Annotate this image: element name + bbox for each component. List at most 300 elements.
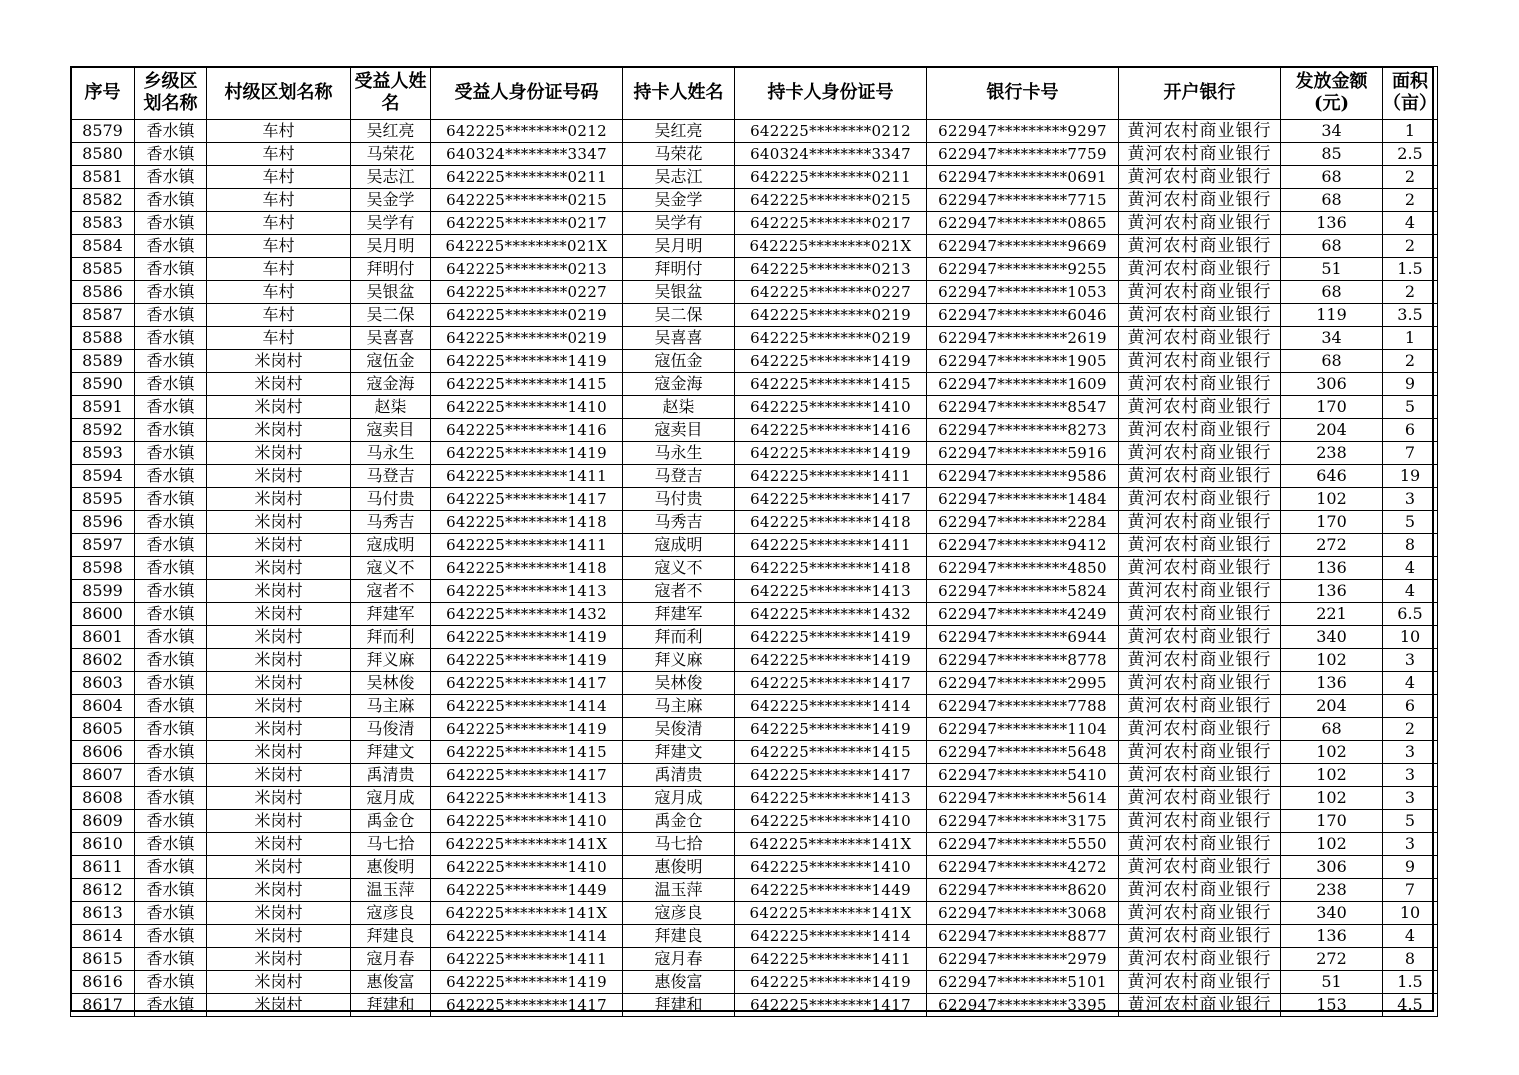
cell-cardholder-id: 642225********1417 bbox=[735, 488, 927, 511]
cell-cardholder-id: 642225********1414 bbox=[735, 695, 927, 718]
cell-village: 米岗村 bbox=[207, 971, 351, 994]
cell-index: 8613 bbox=[71, 902, 135, 925]
cell-cardholder-id: 642225********1415 bbox=[735, 373, 927, 396]
cell-area: 4 bbox=[1383, 925, 1438, 948]
cell-amount: 102 bbox=[1281, 649, 1383, 672]
cell-cardholder-id: 642225********1411 bbox=[735, 534, 927, 557]
cell-beneficiary-name: 寇月春 bbox=[351, 948, 431, 971]
cell-card-number: 622947*********5550 bbox=[927, 833, 1119, 856]
cell-bank: 黄河农村商业银行 bbox=[1119, 396, 1281, 419]
cell-area: 5 bbox=[1383, 396, 1438, 419]
cell-township: 香水镇 bbox=[135, 879, 207, 902]
cell-beneficiary-name: 温玉萍 bbox=[351, 879, 431, 902]
cell-beneficiary-name: 寇彦良 bbox=[351, 902, 431, 925]
cell-cardholder-name: 拜而利 bbox=[623, 626, 735, 649]
cell-area: 4 bbox=[1383, 557, 1438, 580]
cell-beneficiary-id: 642225********1415 bbox=[431, 373, 623, 396]
cell-village: 车村 bbox=[207, 212, 351, 235]
cell-card-number: 622947*********6944 bbox=[927, 626, 1119, 649]
cell-bank: 黄河农村商业银行 bbox=[1119, 649, 1281, 672]
cell-card-number: 622947*********0865 bbox=[927, 212, 1119, 235]
cell-cardholder-name: 寇月成 bbox=[623, 787, 735, 810]
cell-area: 1.5 bbox=[1383, 258, 1438, 281]
cell-village: 米岗村 bbox=[207, 419, 351, 442]
cell-beneficiary-id: 642225********0212 bbox=[431, 120, 623, 143]
cell-beneficiary-id: 642225********1413 bbox=[431, 787, 623, 810]
cell-amount: 340 bbox=[1281, 902, 1383, 925]
cell-area: 7 bbox=[1383, 879, 1438, 902]
cell-cardholder-id: 642225********1411 bbox=[735, 465, 927, 488]
table-body bbox=[71, 120, 1438, 1017]
cell-card-number: 622947*********2284 bbox=[927, 511, 1119, 534]
cell-beneficiary-name: 马主麻 bbox=[351, 695, 431, 718]
cell-cardholder-id: 642225********1416 bbox=[735, 419, 927, 442]
table-row bbox=[71, 948, 1438, 971]
cell-area: 4 bbox=[1383, 580, 1438, 603]
cell-index: 8604 bbox=[71, 695, 135, 718]
cell-beneficiary-id: 642225********1419 bbox=[431, 718, 623, 741]
cell-area: 7 bbox=[1383, 442, 1438, 465]
cell-amount: 68 bbox=[1281, 235, 1383, 258]
cell-village: 米岗村 bbox=[207, 557, 351, 580]
cell-township: 香水镇 bbox=[135, 465, 207, 488]
cell-cardholder-name: 吴银盆 bbox=[623, 281, 735, 304]
cell-bank: 黄河农村商业银行 bbox=[1119, 580, 1281, 603]
cell-bank: 黄河农村商业银行 bbox=[1119, 419, 1281, 442]
table-row bbox=[71, 235, 1438, 258]
cell-card-number: 622947*********4850 bbox=[927, 557, 1119, 580]
cell-cardholder-name: 马登吉 bbox=[623, 465, 735, 488]
cell-index: 8580 bbox=[71, 143, 135, 166]
cell-amount: 136 bbox=[1281, 925, 1383, 948]
cell-card-number: 622947*********9586 bbox=[927, 465, 1119, 488]
cell-amount: 306 bbox=[1281, 373, 1383, 396]
cell-beneficiary-id: 642225********1411 bbox=[431, 948, 623, 971]
header-cardholder-id: 持卡人身份证号 bbox=[735, 67, 927, 120]
cell-card-number: 622947*********8273 bbox=[927, 419, 1119, 442]
cell-bank: 黄河农村商业银行 bbox=[1119, 856, 1281, 879]
cell-beneficiary-id: 642225********1411 bbox=[431, 465, 623, 488]
cell-bank: 黄河农村商业银行 bbox=[1119, 143, 1281, 166]
cell-cardholder-id: 642225********1432 bbox=[735, 603, 927, 626]
header-index: 序号 bbox=[71, 67, 135, 120]
cell-cardholder-name: 拜建文 bbox=[623, 741, 735, 764]
cell-card-number: 622947*********1905 bbox=[927, 350, 1119, 373]
cell-index: 8583 bbox=[71, 212, 135, 235]
cell-area: 6 bbox=[1383, 695, 1438, 718]
cell-beneficiary-name: 吴月明 bbox=[351, 235, 431, 258]
cell-cardholder-id: 642225********1417 bbox=[735, 764, 927, 787]
cell-index: 8581 bbox=[71, 166, 135, 189]
cell-beneficiary-name: 拜而利 bbox=[351, 626, 431, 649]
cell-beneficiary-name: 禹清贵 bbox=[351, 764, 431, 787]
cell-beneficiary-id: 642225********1417 bbox=[431, 994, 623, 1017]
header-beneficiary-name: 受益人姓名 bbox=[351, 67, 431, 120]
cell-area: 9 bbox=[1383, 373, 1438, 396]
cell-beneficiary-name: 惠俊明 bbox=[351, 856, 431, 879]
cell-village: 米岗村 bbox=[207, 948, 351, 971]
cell-cardholder-id: 642225********1410 bbox=[735, 396, 927, 419]
cell-beneficiary-name: 拜建和 bbox=[351, 994, 431, 1017]
cell-cardholder-id: 642225********1414 bbox=[735, 925, 927, 948]
cell-bank: 黄河农村商业银行 bbox=[1119, 488, 1281, 511]
cell-bank: 黄河农村商业银行 bbox=[1119, 672, 1281, 695]
cell-index: 8597 bbox=[71, 534, 135, 557]
cell-township: 香水镇 bbox=[135, 626, 207, 649]
table-row bbox=[71, 373, 1438, 396]
cell-area: 2 bbox=[1383, 281, 1438, 304]
cell-cardholder-id: 642225********1410 bbox=[735, 856, 927, 879]
cell-beneficiary-name: 寇金海 bbox=[351, 373, 431, 396]
cell-beneficiary-id: 642225********0219 bbox=[431, 304, 623, 327]
cell-area: 6 bbox=[1383, 419, 1438, 442]
cell-amount: 204 bbox=[1281, 419, 1383, 442]
cell-index: 8593 bbox=[71, 442, 135, 465]
header-area: 面积（亩） bbox=[1383, 67, 1438, 120]
cell-cardholder-name: 吴金学 bbox=[623, 189, 735, 212]
cell-beneficiary-id: 642225********1415 bbox=[431, 741, 623, 764]
table-row bbox=[71, 166, 1438, 189]
table-row bbox=[71, 396, 1438, 419]
cell-cardholder-name: 吴志江 bbox=[623, 166, 735, 189]
cell-amount: 119 bbox=[1281, 304, 1383, 327]
cell-village: 米岗村 bbox=[207, 833, 351, 856]
cell-index: 8582 bbox=[71, 189, 135, 212]
table-row bbox=[71, 419, 1438, 442]
cell-village: 车村 bbox=[207, 281, 351, 304]
cell-beneficiary-name: 吴喜喜 bbox=[351, 327, 431, 350]
cell-area: 2 bbox=[1383, 166, 1438, 189]
cell-beneficiary-name: 寇月成 bbox=[351, 787, 431, 810]
cell-cardholder-id: 642225********1413 bbox=[735, 787, 927, 810]
cell-cardholder-id: 642225********1419 bbox=[735, 649, 927, 672]
cell-index: 8586 bbox=[71, 281, 135, 304]
cell-bank: 黄河农村商业银行 bbox=[1119, 833, 1281, 856]
cell-cardholder-id: 642225********1449 bbox=[735, 879, 927, 902]
cell-bank: 黄河农村商业银行 bbox=[1119, 879, 1281, 902]
cell-bank: 黄河农村商业银行 bbox=[1119, 994, 1281, 1017]
cell-township: 香水镇 bbox=[135, 419, 207, 442]
cell-cardholder-id: 642225********1413 bbox=[735, 580, 927, 603]
cell-village: 米岗村 bbox=[207, 695, 351, 718]
cell-card-number: 622947*********9297 bbox=[927, 120, 1119, 143]
cell-township: 香水镇 bbox=[135, 856, 207, 879]
cell-amount: 102 bbox=[1281, 833, 1383, 856]
cell-bank: 黄河农村商业银行 bbox=[1119, 741, 1281, 764]
cell-index: 8595 bbox=[71, 488, 135, 511]
cell-beneficiary-id: 642225********1419 bbox=[431, 442, 623, 465]
cell-village: 米岗村 bbox=[207, 396, 351, 419]
cell-index: 8614 bbox=[71, 925, 135, 948]
cell-township: 香水镇 bbox=[135, 488, 207, 511]
table-row bbox=[71, 856, 1438, 879]
cell-beneficiary-id: 642225********1449 bbox=[431, 879, 623, 902]
cell-village: 米岗村 bbox=[207, 649, 351, 672]
cell-card-number: 622947*********3395 bbox=[927, 994, 1119, 1017]
cell-bank: 黄河农村商业银行 bbox=[1119, 235, 1281, 258]
cell-village: 米岗村 bbox=[207, 442, 351, 465]
cell-amount: 221 bbox=[1281, 603, 1383, 626]
cell-village: 米岗村 bbox=[207, 350, 351, 373]
table-row bbox=[71, 994, 1438, 1017]
cell-beneficiary-name: 吴金学 bbox=[351, 189, 431, 212]
cell-cardholder-id: 642225********0227 bbox=[735, 281, 927, 304]
cell-village: 米岗村 bbox=[207, 856, 351, 879]
cell-bank: 黄河农村商业银行 bbox=[1119, 902, 1281, 925]
cell-area: 1.5 bbox=[1383, 971, 1438, 994]
cell-area: 3.5 bbox=[1383, 304, 1438, 327]
cell-area: 5 bbox=[1383, 511, 1438, 534]
cell-area: 10 bbox=[1383, 626, 1438, 649]
cell-amount: 102 bbox=[1281, 764, 1383, 787]
cell-index: 8588 bbox=[71, 327, 135, 350]
cell-beneficiary-id: 642225********1410 bbox=[431, 856, 623, 879]
cell-beneficiary-id: 642225********1410 bbox=[431, 396, 623, 419]
cell-village: 车村 bbox=[207, 189, 351, 212]
cell-card-number: 622947*********5410 bbox=[927, 764, 1119, 787]
cell-amount: 68 bbox=[1281, 281, 1383, 304]
cell-card-number: 622947*********1104 bbox=[927, 718, 1119, 741]
cell-cardholder-id: 642225********0217 bbox=[735, 212, 927, 235]
cell-beneficiary-id: 642225********1413 bbox=[431, 580, 623, 603]
cell-area: 4 bbox=[1383, 212, 1438, 235]
cell-card-number: 622947*********1053 bbox=[927, 281, 1119, 304]
cell-township: 香水镇 bbox=[135, 741, 207, 764]
table-row bbox=[71, 488, 1438, 511]
cell-village: 米岗村 bbox=[207, 902, 351, 925]
cell-index: 8611 bbox=[71, 856, 135, 879]
cell-bank: 黄河农村商业银行 bbox=[1119, 925, 1281, 948]
cell-card-number: 622947*********3068 bbox=[927, 902, 1119, 925]
cell-cardholder-name: 温玉萍 bbox=[623, 879, 735, 902]
cell-cardholder-name: 拜明付 bbox=[623, 258, 735, 281]
cell-township: 香水镇 bbox=[135, 580, 207, 603]
cell-cardholder-name: 寇卖目 bbox=[623, 419, 735, 442]
cell-beneficiary-name: 吴志江 bbox=[351, 166, 431, 189]
cell-village: 车村 bbox=[207, 143, 351, 166]
cell-amount: 204 bbox=[1281, 695, 1383, 718]
cell-village: 米岗村 bbox=[207, 488, 351, 511]
cell-index: 8612 bbox=[71, 879, 135, 902]
cell-township: 香水镇 bbox=[135, 672, 207, 695]
table-row bbox=[71, 304, 1438, 327]
cell-cardholder-id: 642225********1410 bbox=[735, 810, 927, 833]
cell-cardholder-name: 拜义麻 bbox=[623, 649, 735, 672]
cell-area: 9 bbox=[1383, 856, 1438, 879]
cell-beneficiary-id: 642225********141X bbox=[431, 833, 623, 856]
cell-beneficiary-id: 642225********141X bbox=[431, 902, 623, 925]
cell-beneficiary-id: 640324********3347 bbox=[431, 143, 623, 166]
cell-index: 8594 bbox=[71, 465, 135, 488]
cell-beneficiary-id: 642225********1418 bbox=[431, 511, 623, 534]
cell-village: 米岗村 bbox=[207, 580, 351, 603]
cell-area: 8 bbox=[1383, 948, 1438, 971]
cell-amount: 170 bbox=[1281, 396, 1383, 419]
table-row bbox=[71, 695, 1438, 718]
cell-village: 米岗村 bbox=[207, 603, 351, 626]
cell-amount: 136 bbox=[1281, 672, 1383, 695]
cell-township: 香水镇 bbox=[135, 442, 207, 465]
cell-cardholder-name: 吴二保 bbox=[623, 304, 735, 327]
cell-amount: 170 bbox=[1281, 810, 1383, 833]
cell-beneficiary-name: 吴二保 bbox=[351, 304, 431, 327]
cell-card-number: 622947*********7788 bbox=[927, 695, 1119, 718]
cell-cardholder-name: 吴俊清 bbox=[623, 718, 735, 741]
cell-township: 香水镇 bbox=[135, 971, 207, 994]
cell-cardholder-name: 拜建军 bbox=[623, 603, 735, 626]
cell-beneficiary-id: 642225********1419 bbox=[431, 649, 623, 672]
table-row bbox=[71, 925, 1438, 948]
cell-cardholder-id: 642225********1417 bbox=[735, 672, 927, 695]
cell-index: 8617 bbox=[71, 994, 135, 1017]
cell-township: 香水镇 bbox=[135, 281, 207, 304]
cell-beneficiary-name: 马付贵 bbox=[351, 488, 431, 511]
cell-card-number: 622947*********8778 bbox=[927, 649, 1119, 672]
cell-beneficiary-id: 642225********0211 bbox=[431, 166, 623, 189]
table-row bbox=[71, 281, 1438, 304]
cell-village: 米岗村 bbox=[207, 373, 351, 396]
cell-amount: 272 bbox=[1281, 948, 1383, 971]
cell-beneficiary-name: 马七拾 bbox=[351, 833, 431, 856]
cell-township: 香水镇 bbox=[135, 764, 207, 787]
cell-beneficiary-id: 642225********1419 bbox=[431, 971, 623, 994]
cell-township: 香水镇 bbox=[135, 120, 207, 143]
cell-cardholder-name: 寇月春 bbox=[623, 948, 735, 971]
table-row bbox=[71, 764, 1438, 787]
cell-beneficiary-name: 马俊清 bbox=[351, 718, 431, 741]
cell-beneficiary-id: 642225********0227 bbox=[431, 281, 623, 304]
cell-area: 2.5 bbox=[1383, 143, 1438, 166]
cell-area: 3 bbox=[1383, 833, 1438, 856]
cell-area: 3 bbox=[1383, 741, 1438, 764]
cell-index: 8587 bbox=[71, 304, 135, 327]
cell-beneficiary-name: 吴林俊 bbox=[351, 672, 431, 695]
cell-cardholder-name: 马七拾 bbox=[623, 833, 735, 856]
cell-cardholder-name: 吴学有 bbox=[623, 212, 735, 235]
cell-amount: 68 bbox=[1281, 350, 1383, 373]
cell-amount: 85 bbox=[1281, 143, 1383, 166]
cell-township: 香水镇 bbox=[135, 511, 207, 534]
cell-card-number: 622947*********9255 bbox=[927, 258, 1119, 281]
cell-card-number: 622947*********4272 bbox=[927, 856, 1119, 879]
cell-cardholder-id: 642225********0219 bbox=[735, 327, 927, 350]
cell-cardholder-name: 寇彦良 bbox=[623, 902, 735, 925]
cell-cardholder-name: 马荣花 bbox=[623, 143, 735, 166]
cell-index: 8579 bbox=[71, 120, 135, 143]
cell-card-number: 622947*********8620 bbox=[927, 879, 1119, 902]
table-row bbox=[71, 649, 1438, 672]
cell-bank: 黄河农村商业银行 bbox=[1119, 534, 1281, 557]
cell-bank: 黄河农村商业银行 bbox=[1119, 695, 1281, 718]
header-bank: 开户银行 bbox=[1119, 67, 1281, 120]
cell-card-number: 622947*********3175 bbox=[927, 810, 1119, 833]
cell-amount: 646 bbox=[1281, 465, 1383, 488]
cell-beneficiary-id: 642225********1417 bbox=[431, 672, 623, 695]
table-row bbox=[71, 120, 1438, 143]
cell-township: 香水镇 bbox=[135, 189, 207, 212]
cell-beneficiary-id: 642225********0215 bbox=[431, 189, 623, 212]
header-amount: 发放金额(元) bbox=[1281, 67, 1383, 120]
cell-index: 8590 bbox=[71, 373, 135, 396]
table-row bbox=[71, 327, 1438, 350]
cell-bank: 黄河农村商业银行 bbox=[1119, 212, 1281, 235]
cell-card-number: 622947*********7759 bbox=[927, 143, 1119, 166]
cell-township: 香水镇 bbox=[135, 235, 207, 258]
table-row bbox=[71, 442, 1438, 465]
cell-card-number: 622947*********2979 bbox=[927, 948, 1119, 971]
cell-cardholder-name: 吴喜喜 bbox=[623, 327, 735, 350]
cell-area: 2 bbox=[1383, 718, 1438, 741]
cell-township: 香水镇 bbox=[135, 557, 207, 580]
cell-township: 香水镇 bbox=[135, 902, 207, 925]
cell-cardholder-id: 642225********1419 bbox=[735, 718, 927, 741]
cell-village: 车村 bbox=[207, 304, 351, 327]
cell-bank: 黄河农村商业银行 bbox=[1119, 189, 1281, 212]
cell-amount: 68 bbox=[1281, 166, 1383, 189]
cell-beneficiary-id: 642225********1432 bbox=[431, 603, 623, 626]
cell-index: 8599 bbox=[71, 580, 135, 603]
cell-township: 香水镇 bbox=[135, 166, 207, 189]
cell-beneficiary-name: 拜建良 bbox=[351, 925, 431, 948]
cell-index: 8616 bbox=[71, 971, 135, 994]
cell-township: 香水镇 bbox=[135, 212, 207, 235]
cell-village: 米岗村 bbox=[207, 672, 351, 695]
cell-cardholder-name: 吴红亮 bbox=[623, 120, 735, 143]
cell-cardholder-id: 640324********3347 bbox=[735, 143, 927, 166]
cell-amount: 306 bbox=[1281, 856, 1383, 879]
cell-index: 8603 bbox=[71, 672, 135, 695]
cell-index: 8608 bbox=[71, 787, 135, 810]
cell-beneficiary-id: 642225********1419 bbox=[431, 350, 623, 373]
cell-beneficiary-name: 赵柒 bbox=[351, 396, 431, 419]
cell-area: 19 bbox=[1383, 465, 1438, 488]
cell-cardholder-id: 642225********1418 bbox=[735, 557, 927, 580]
cell-township: 香水镇 bbox=[135, 718, 207, 741]
cell-township: 香水镇 bbox=[135, 994, 207, 1017]
cell-cardholder-id: 642225********1419 bbox=[735, 350, 927, 373]
cell-village: 车村 bbox=[207, 235, 351, 258]
cell-township: 香水镇 bbox=[135, 649, 207, 672]
cell-amount: 102 bbox=[1281, 488, 1383, 511]
cell-amount: 170 bbox=[1281, 511, 1383, 534]
cell-beneficiary-name: 寇义不 bbox=[351, 557, 431, 580]
cell-card-number: 622947*********2995 bbox=[927, 672, 1119, 695]
table-row bbox=[71, 465, 1438, 488]
cell-bank: 黄河农村商业银行 bbox=[1119, 373, 1281, 396]
table-row bbox=[71, 879, 1438, 902]
cell-area: 1 bbox=[1383, 120, 1438, 143]
cell-index: 8598 bbox=[71, 557, 135, 580]
cell-card-number: 622947*********6046 bbox=[927, 304, 1119, 327]
cell-cardholder-name: 马秀吉 bbox=[623, 511, 735, 534]
cell-bank: 黄河农村商业银行 bbox=[1119, 281, 1281, 304]
cell-card-number: 622947*********5614 bbox=[927, 787, 1119, 810]
cell-beneficiary-id: 642225********1414 bbox=[431, 925, 623, 948]
cell-village: 车村 bbox=[207, 258, 351, 281]
cell-index: 8609 bbox=[71, 810, 135, 833]
cell-beneficiary-id: 642225********1410 bbox=[431, 810, 623, 833]
cell-bank: 黄河农村商业银行 bbox=[1119, 166, 1281, 189]
cell-amount: 238 bbox=[1281, 879, 1383, 902]
cell-beneficiary-id: 642225********0217 bbox=[431, 212, 623, 235]
cell-index: 8615 bbox=[71, 948, 135, 971]
cell-bank: 黄河农村商业银行 bbox=[1119, 948, 1281, 971]
cell-cardholder-name: 寇伍金 bbox=[623, 350, 735, 373]
cell-cardholder-id: 642225********0212 bbox=[735, 120, 927, 143]
header-township: 乡级区划名称 bbox=[135, 67, 207, 120]
cell-index: 8591 bbox=[71, 396, 135, 419]
table-row bbox=[71, 603, 1438, 626]
